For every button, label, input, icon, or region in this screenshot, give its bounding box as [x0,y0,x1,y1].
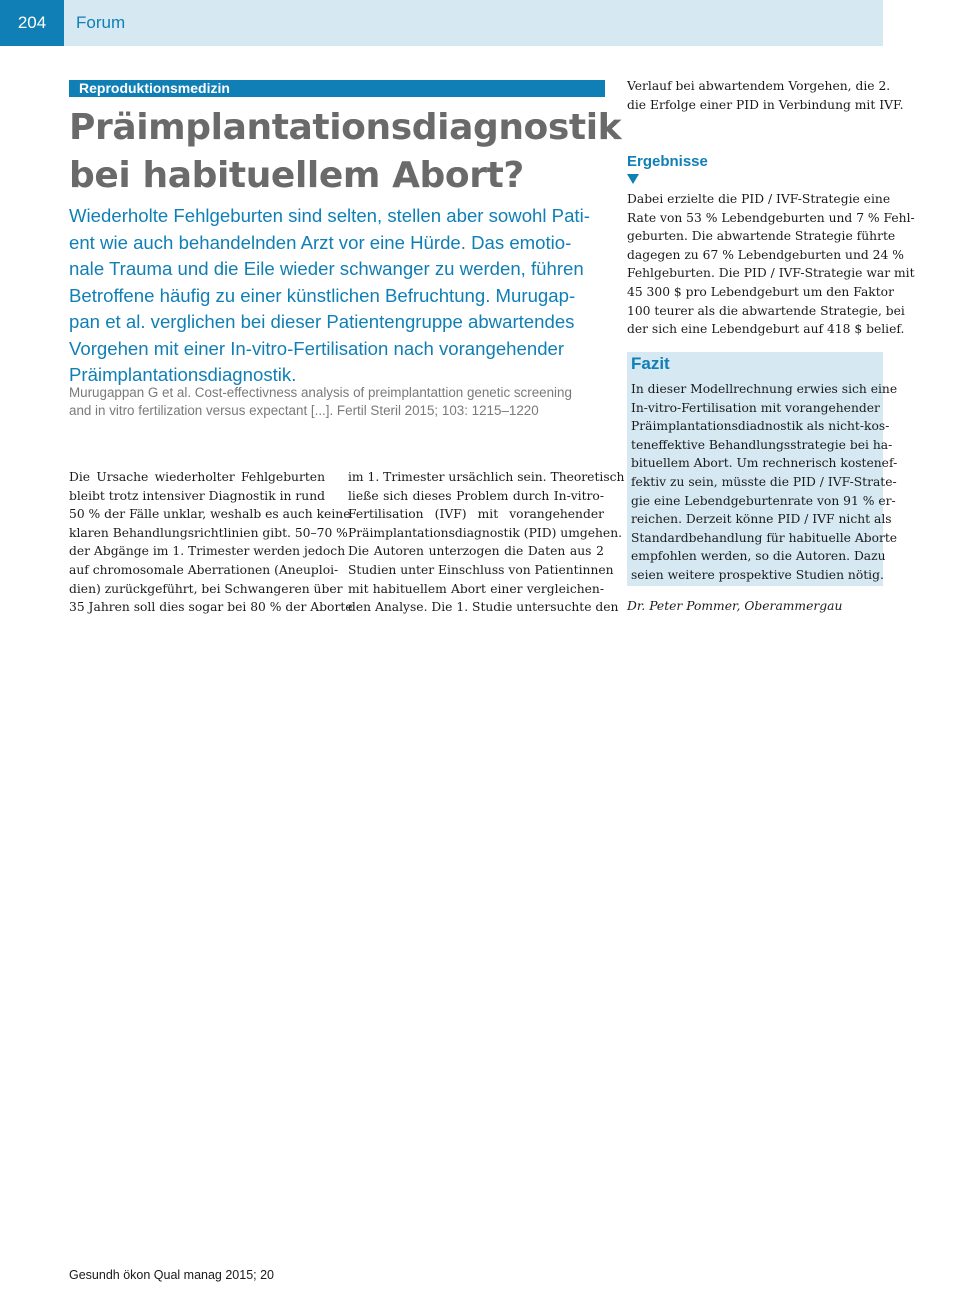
body-line: ließe sich dieses Problem durch In-vitro- [348,488,604,503]
body-line: empfohlen werden, so die Autoren. Dazu [631,549,886,564]
page-header [0,0,883,46]
body-line: In dieser Modellrechnung erwies sich eine [631,382,898,396]
lead-line: ent wie auch behandelnden Arzt vor eine Hürde. Das emotio- [69,231,572,253]
results-heading: Ergebnisse [627,153,708,170]
body-line: Standardbehandlung für habituelle Aborte [631,530,898,545]
lead-line: Präimplantationsdiagnostik. [69,364,297,385]
title-line: Präimplantationsdiagnostik [69,107,622,148]
lead-line: nale Trauma und die Eile wieder schwanger zu werden, führen [69,258,584,279]
body-line: Die Ursache wiederholter Fehlgeburten [69,470,325,484]
journal-footer: Gesundh ökon Qual manag 2015; 20 [69,1268,275,1282]
body-line: seien weitere prospektive Studien nötig. [631,567,884,582]
body-line: 50 % der Fälle unklar, weshalb es auch keine [69,507,351,522]
author-signature: Dr. Peter Pommer, Oberammergau [627,599,843,613]
body-line: Die Autoren unterzogen die Daten aus 2 [348,544,604,559]
body-line: Studien unter Einschluss von Patientinnen [348,562,614,577]
body-line: Fehlgeburten. Die PID / IVF-Strategie war mit [627,266,915,281]
body-line: Rate von 53 % Lebendgeburten und 7 % Fehl- [627,210,915,225]
lead-line: pan et al. verglichen bei dieser Patientengruppe abwartendes [69,311,575,332]
conclusion-text [631,380,898,585]
body-column-2 [348,468,625,617]
body-line: auf chromosomale Aberrationen (Aneuploi- [69,562,339,577]
body-line: dagegen zu 67 % Lebendgeburten und 24 % [627,247,904,262]
body-line: gie eine Lebendgeburtenrate von 91 % er- [631,493,896,508]
citation-line: Murugappan G et al. Cost-effectivness analysis of preimplantattion genetic screening [69,385,572,400]
citation-line: and in vitro fertilization versus expectant [...]. Fertil Steril 2015; 103: 1215–1220 [69,403,539,418]
body-line: der sich eine Lebendgeburt auf 418 $ belief. [627,322,905,337]
page-number: 204 [0,0,64,46]
conclusion-heading: Fazit [631,354,670,373]
body-line: dien) zurückgeführt, bei Schwangeren über [69,581,343,596]
body-column-3 [627,77,904,114]
body-line: im 1. Trimester ursächlich sein. Theoretisch [348,470,625,484]
lead-line: Wiederholte Fehlgeburten sind selten, stellen aber sowohl Pati- [69,205,590,226]
topic-label: Reproduktionsmedizin [69,80,605,97]
lead-line: Betroffene häufig zu einer künstlichen Befruchtung. Murugap- [69,284,576,306]
body-line: Verlauf bei abwartendem Vorgehen, die 2. [627,79,891,93]
lead-line: Vorgehen mit einer In-vitro-Fertilisation nach vorangehender [69,337,565,359]
body-line: die Erfolge einer PID in Verbindung mit IVF. [627,97,904,112]
body-line: mit habituellem Abort einer vergleichen- [348,581,604,596]
body-line: der Abgänge im 1. Trimester werden jedoch [69,544,346,559]
body-line: Dabei erzielte die PID / IVF-Strategie eine [627,192,891,206]
title-line: bei habituellem Abort? [69,155,524,196]
body-line: 45 300 $ pro Lebendgeburt um den Faktor [627,284,894,299]
body-line: den Analyse. Die 1. Studie untersuchte den [348,600,619,615]
triangle-down-icon [627,174,639,184]
body-line: fektiv zu sein, müsste die PID / IVF-Strate- [631,474,897,489]
citation [69,384,609,420]
body-column-1 [69,468,353,617]
body-line: 100 teurer als die abwartende Strategie, bei [627,303,905,318]
lead-paragraph [69,203,605,389]
results-text [627,190,915,339]
body-line: teneffektive Behandlungsstrategie bei ha- [631,437,893,452]
body-line: In-vitro-Fertilisation mit vorangehender [631,400,880,415]
body-line: bituellem Abort. Um rechnerisch kostenef- [631,456,898,471]
body-line: bleibt trotz intensiver Diagnostik in rund [69,488,325,503]
body-line: geburten. Die abwartende Strategie führte [627,229,896,244]
body-line: reichen. Derzeit könne PID / IVF nicht als [631,512,892,527]
body-line: Präimplantationsdiadnostik als nicht-kos- [631,419,890,434]
body-line: Fertilisation (IVF) mit vorangehender [348,507,604,522]
article-title [69,104,622,200]
section-label: Forum [76,13,126,32]
body-line: 35 Jahren soll dies sogar bei 80 % der Aborte [69,600,353,615]
body-line: Präimplantationsdiagnostik (PID) umgehen. [348,525,623,540]
body-line: klaren Behandlungsrichtlinien gibt. 50–70 % [69,525,348,540]
